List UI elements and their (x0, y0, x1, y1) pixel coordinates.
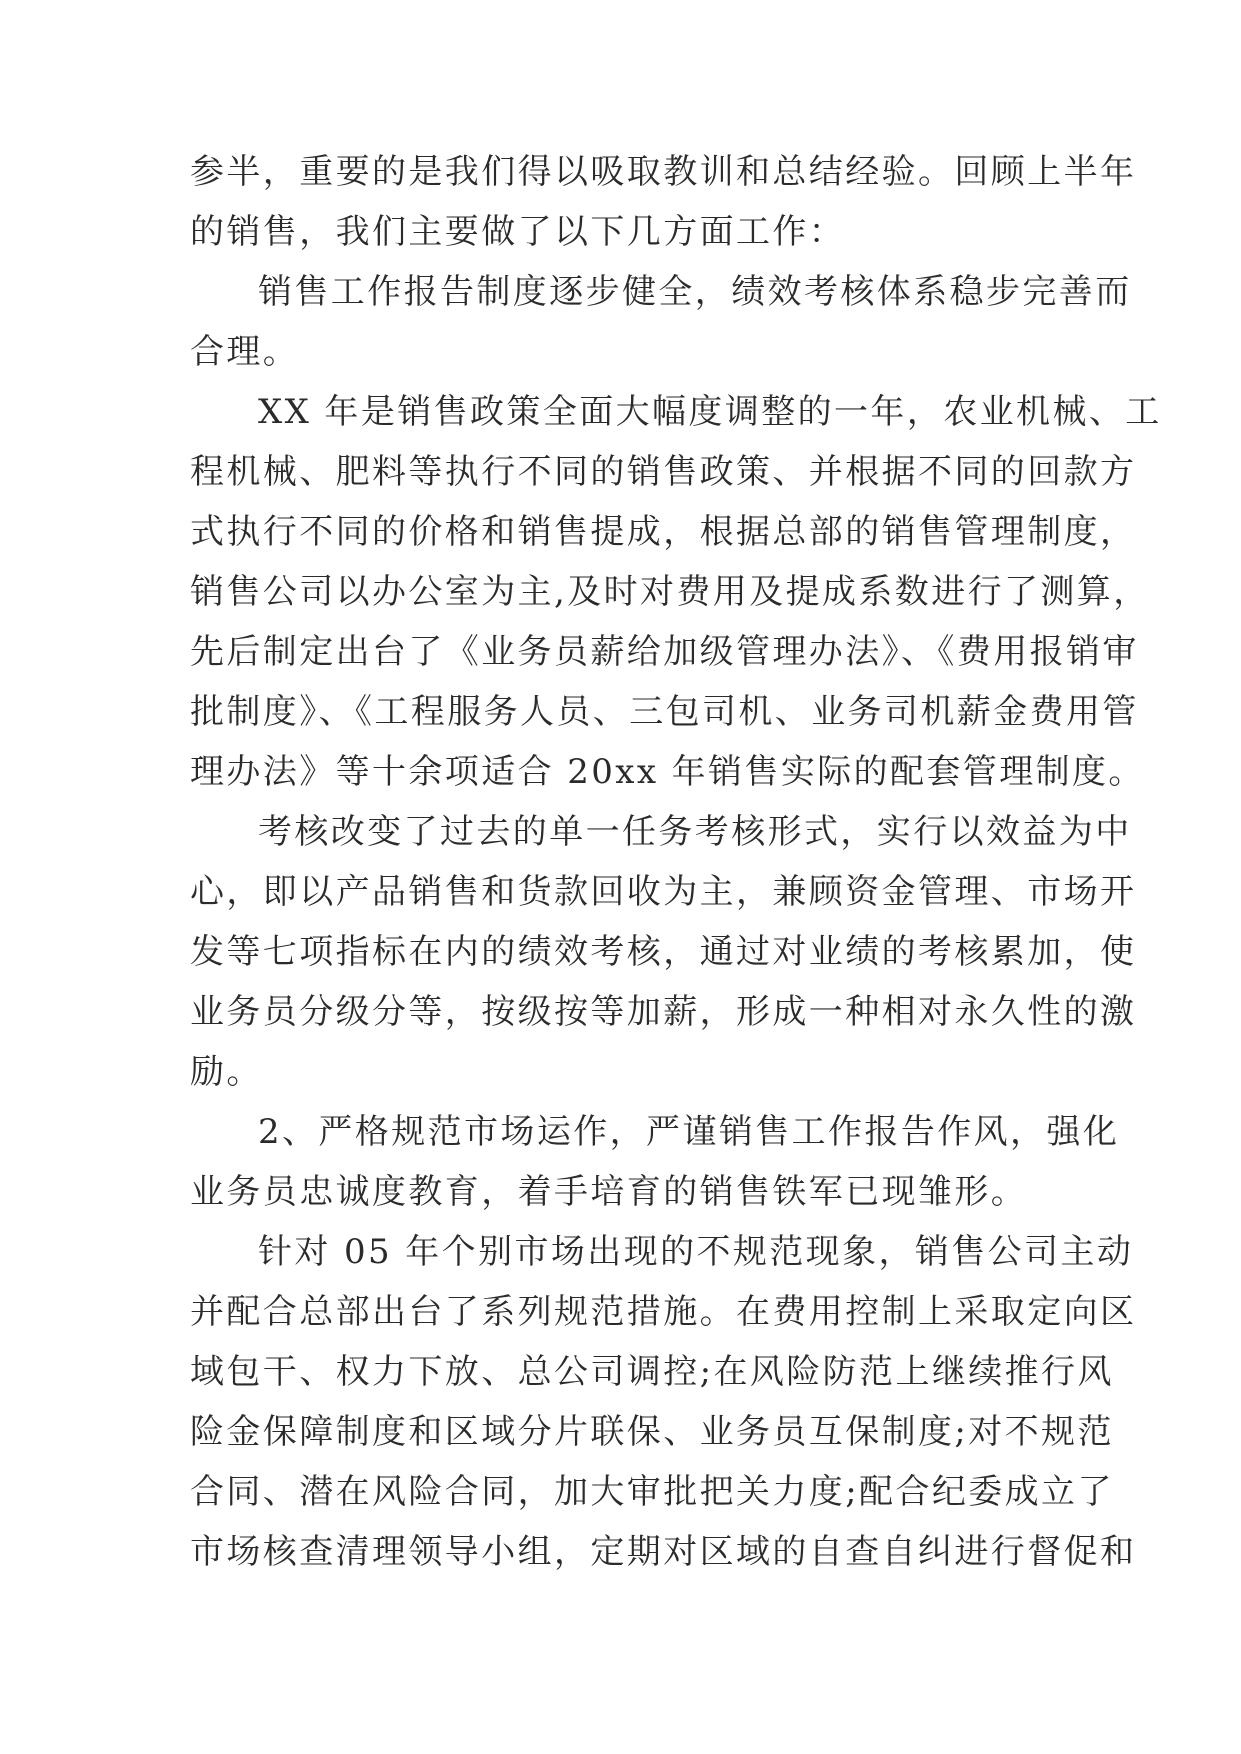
text-line: 批制度》、《工程服务人员、三包司机、业务司机薪金费用管 (190, 692, 1139, 732)
paragraph-first-line: 2、严格规范市场运作，严谨销售工作报告作风，强化 (258, 1112, 1120, 1152)
paragraph-first-line: XX 年是销售政策全面大幅度调整的一年，农业机械、工 (258, 392, 1162, 432)
text-line: 参半，重要的是我们得以吸取教训和总结经验。回顾上半年 (190, 152, 1137, 192)
text-line: 发等七项指标在内的绩效考核，通过对业绩的考核累加，使 (190, 932, 1137, 972)
text-line: 域包干、权力下放、总公司调控;在风险防范上继续推行风 (190, 1352, 1114, 1392)
text-line: 先后制定出台了《业务员薪给加级管理办法》、《费用报销审 (190, 632, 1139, 672)
paragraph-first-line: 销售工作报告制度逐步健全，绩效考核体系稳步完善而 (258, 272, 1132, 312)
text-line: 业务员分级分等，按级按等加薪，形成一种相对永久性的激 (190, 992, 1137, 1032)
text-line: 的销售，我们主要做了以下几方面工作： (190, 212, 846, 252)
text-line: 险金保障制度和区域分片联保、业务员互保制度;对不规范 (190, 1412, 1114, 1452)
text-line: 市场核查清理领导小组，定期对区域的自查自纠进行督促和 (190, 1532, 1137, 1572)
document-body (190, 142, 1162, 1582)
text-line: 理办法》等十余项适合 20xx 年销售实际的配套管理制度。 (190, 752, 1145, 792)
text-line: 励。 (190, 1052, 263, 1092)
text-line: 销售公司以办公室为主,及时对费用及提成系数进行了测算， (190, 572, 1150, 612)
text-line: 业务员忠诚度教育，着手培育的销售铁军已现雏形。 (190, 1172, 1028, 1212)
text-line: 并配合总部出台了系列规范措施。在费用控制上采取定向区 (190, 1292, 1137, 1332)
paragraph-first-line: 考核改变了过去的单一任务考核形式，实行以效益为中 (258, 812, 1132, 852)
text-line: 式执行不同的价格和销售提成，根据总部的销售管理制度， (190, 512, 1137, 552)
text-line: 心，即以产品销售和货款回收为主，兼顾资金管理、市场开 (190, 872, 1137, 912)
text-line: 程机械、肥料等执行不同的销售政策、并根据不同的回款方 (190, 452, 1137, 492)
paragraph-first-line: 针对 05 年个别市场出现的不规范现象，销售公司主动 (258, 1232, 1134, 1272)
text-line: 合同、潜在风险合同，加大审批把关力度;配合纪委成立了 (190, 1472, 1114, 1512)
text-line: 合理。 (190, 332, 300, 372)
